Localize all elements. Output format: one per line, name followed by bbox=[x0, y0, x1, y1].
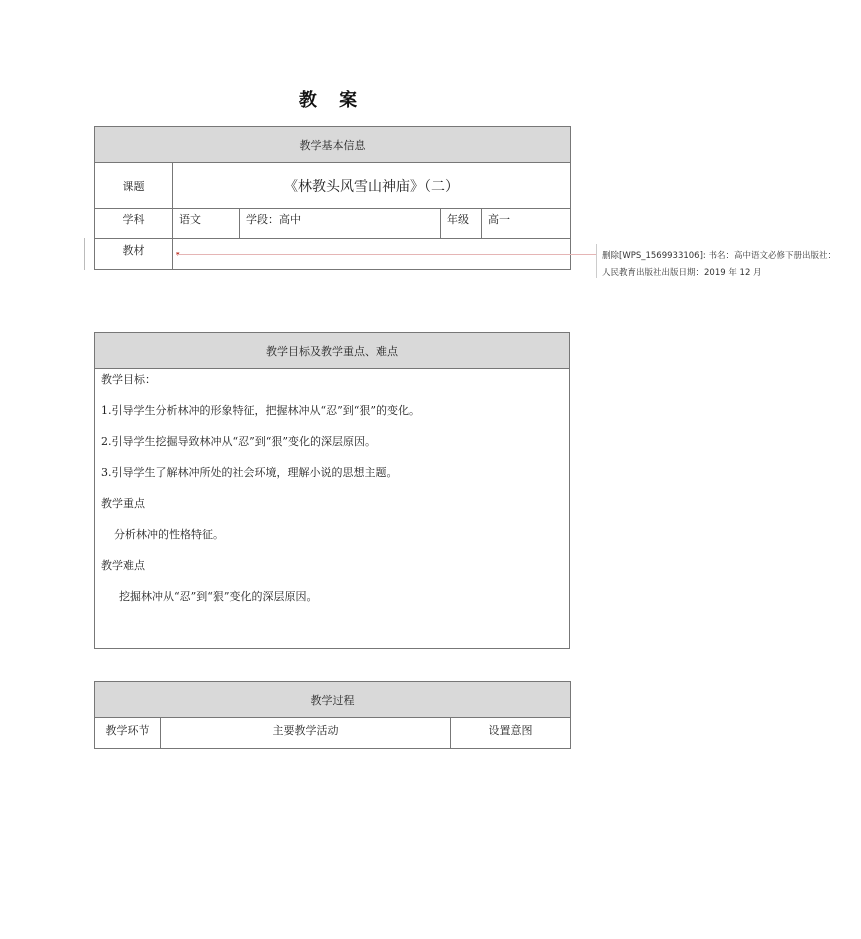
comment-line-1: 删除[WPS_1569933106]: 书名：高中语文必修下册出版社： bbox=[602, 251, 836, 261]
revision-margin-line bbox=[84, 238, 85, 270]
lesson-title: 《林教头风雪山神庙》（二） bbox=[173, 163, 571, 209]
comment-connector-line bbox=[176, 254, 596, 255]
process-header: 教学过程 bbox=[95, 682, 571, 718]
stage-text: 学段：高中 bbox=[240, 209, 441, 239]
basic-info-table bbox=[94, 126, 571, 270]
subject-value: 语文 bbox=[173, 209, 240, 239]
key-point-heading: 教学重点 bbox=[101, 497, 145, 510]
basic-info-header: 教学基本信息 bbox=[95, 127, 571, 163]
grade-value: 高一 bbox=[482, 209, 571, 239]
objectives-header: 教学目标及教学重点、难点 bbox=[95, 333, 570, 369]
comment-line-2: 人民教育出版社出版日期：2019 年 12 月 bbox=[602, 268, 762, 278]
textbook-label: 教材 bbox=[95, 239, 173, 270]
objectives-body bbox=[95, 369, 570, 649]
process-col-stage: 教学环节 bbox=[95, 718, 161, 749]
difficulty-text: 挖掘林冲从“忍”到“狠”变化的深层原因。 bbox=[119, 590, 318, 603]
lesson-label: 课题 bbox=[95, 163, 173, 209]
process-col-activities: 主要教学活动 bbox=[161, 718, 451, 749]
comment-box-edge bbox=[596, 244, 597, 278]
difficulty-heading: 教学难点 bbox=[101, 559, 145, 572]
subject-label: 学科 bbox=[95, 209, 173, 239]
comment-anchor-marker[interactable]: ▾ bbox=[176, 250, 180, 258]
objective-item-3: 3.引导学生了解林冲所处的社会环境，理解小说的思想主题。 bbox=[101, 466, 398, 479]
key-point-text: 分析林冲的性格特征。 bbox=[114, 528, 224, 541]
objectives-table bbox=[94, 332, 570, 649]
process-col-intent: 设置意图 bbox=[451, 718, 571, 749]
objectives-heading: 教学目标： bbox=[101, 373, 156, 386]
objective-item-1: 1.引导学生分析林冲的形象特征，把握林冲从“忍”到“狠”的变化。 bbox=[101, 404, 420, 417]
objective-item-2: 2.引导学生挖掘导致林冲从“忍”到“狠”变化的深层原因。 bbox=[101, 435, 376, 448]
document-title: 教 案 bbox=[298, 90, 366, 111]
process-table bbox=[94, 681, 571, 749]
revision-comment[interactable] bbox=[602, 248, 861, 282]
grade-label: 年级 bbox=[441, 209, 482, 239]
